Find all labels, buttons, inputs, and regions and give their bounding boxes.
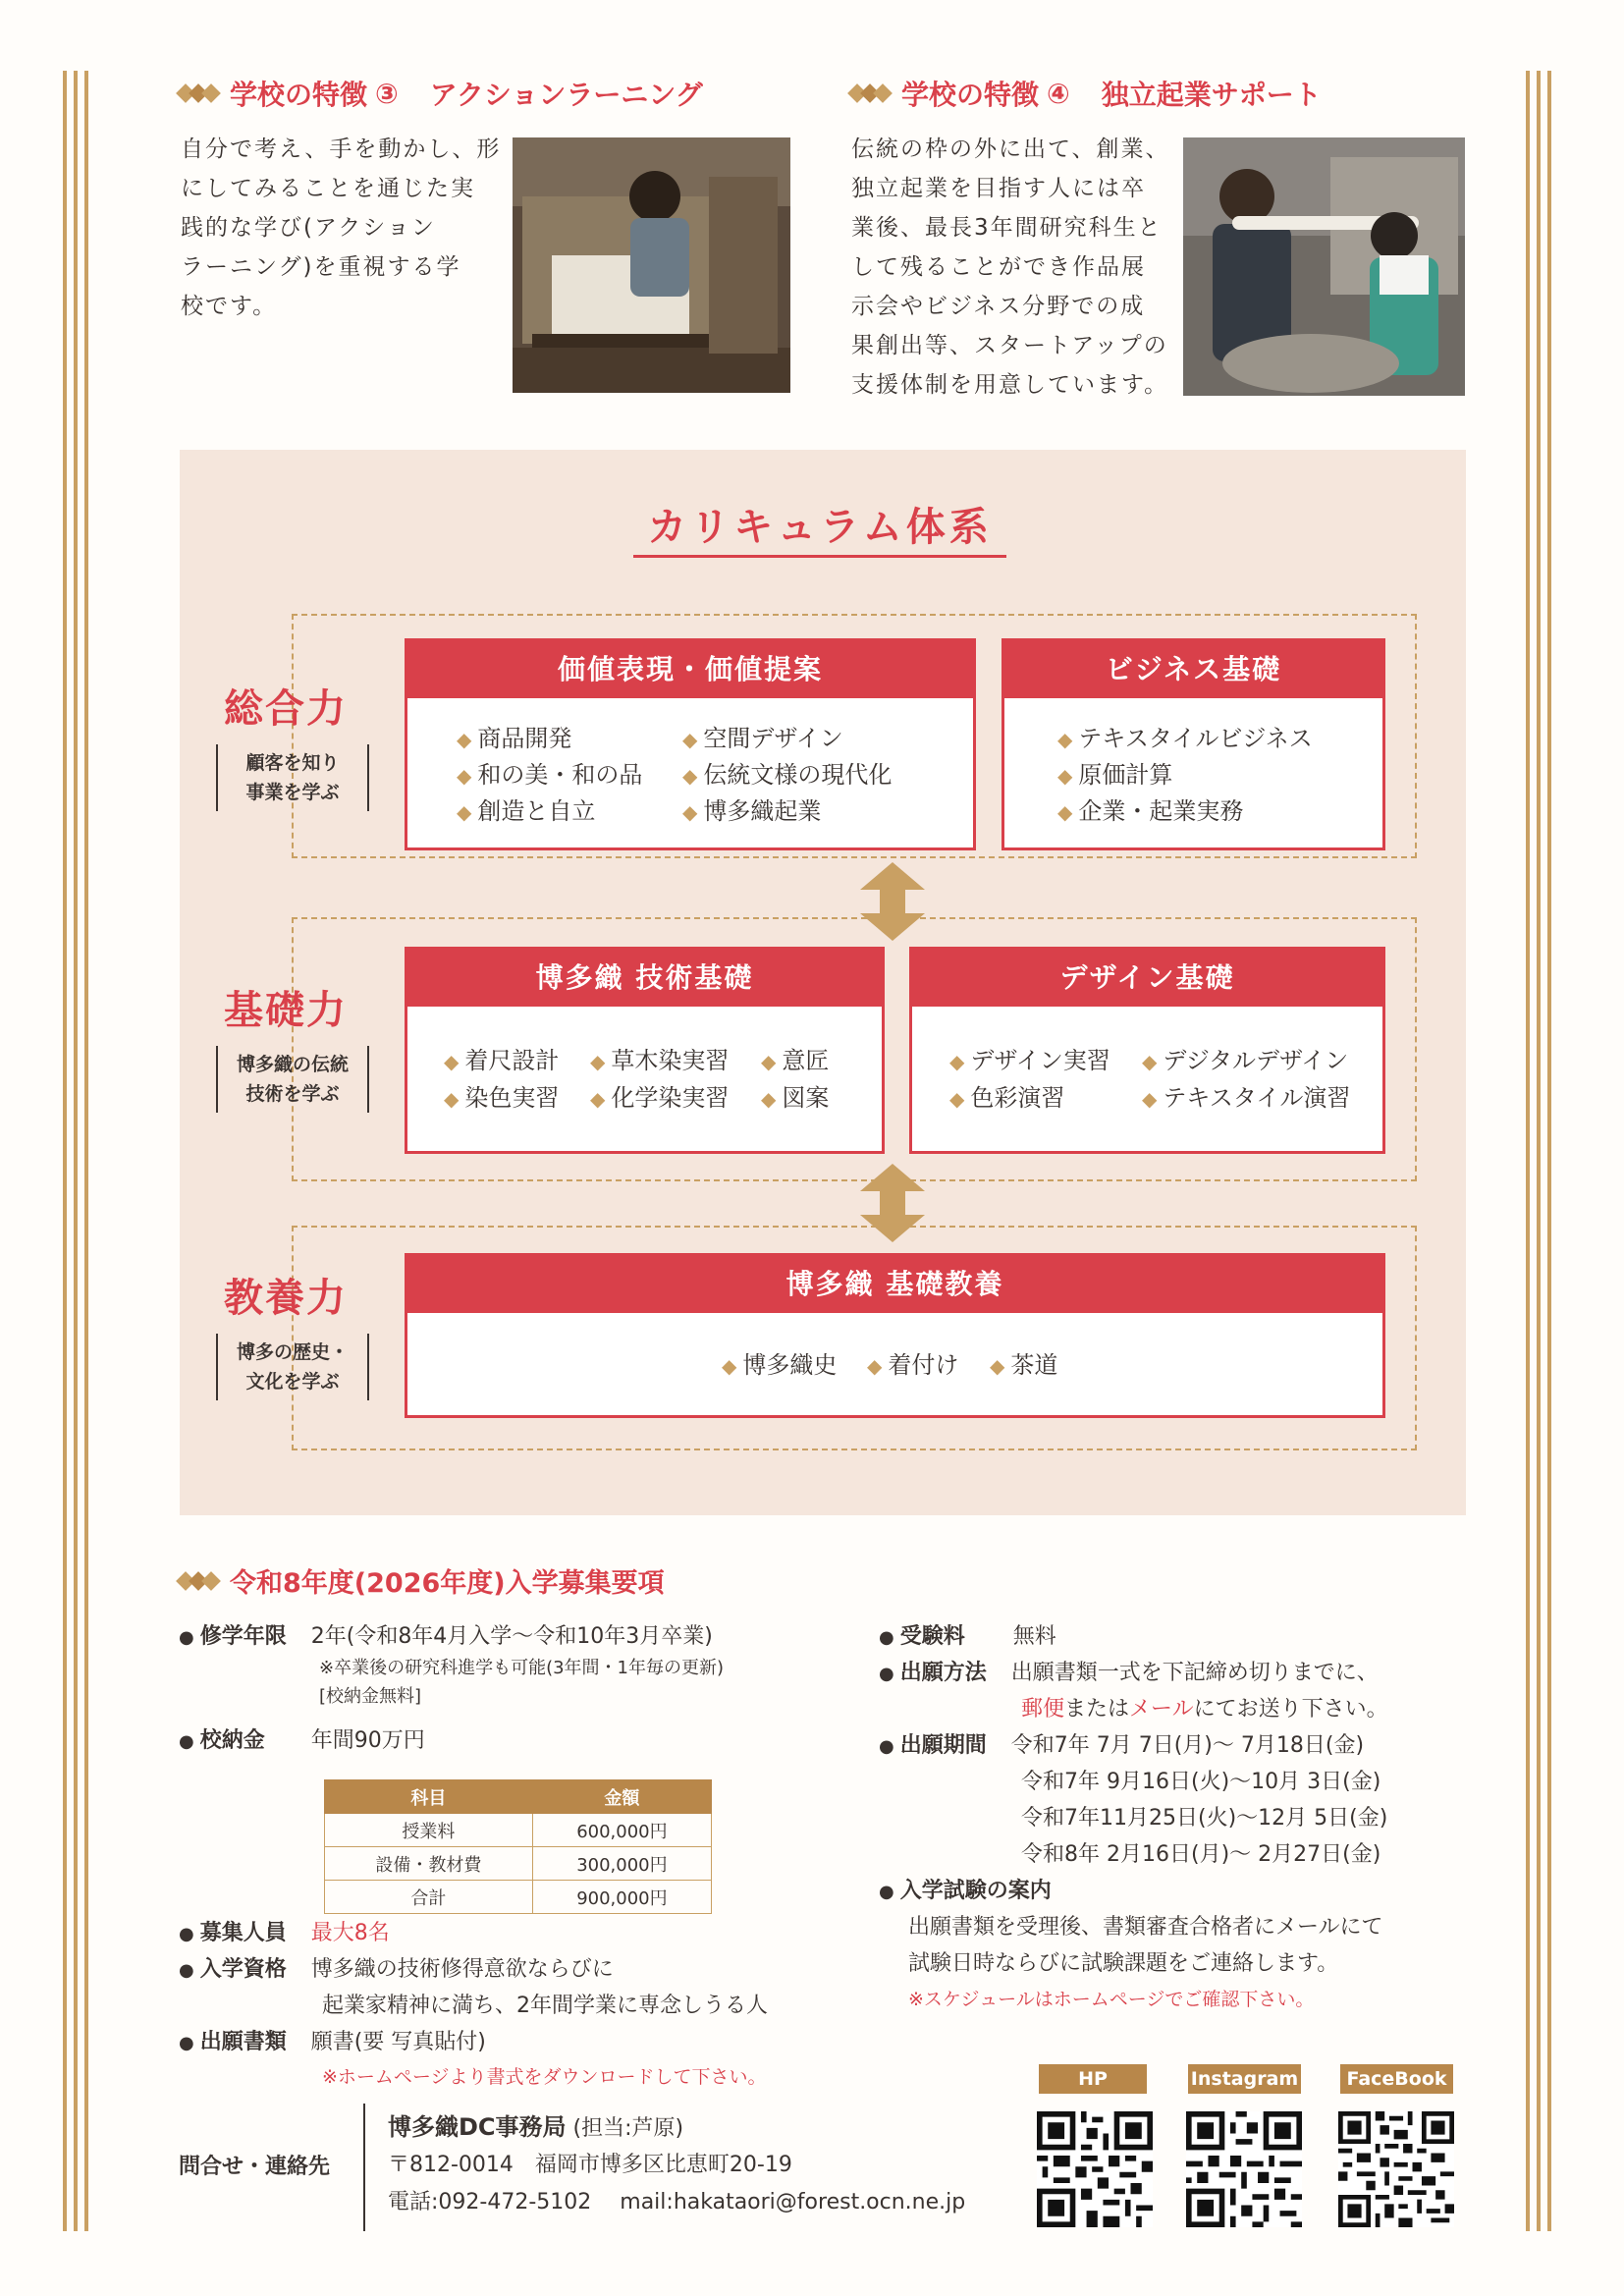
qualification-line1: 博多織の技術修得意欲ならびに xyxy=(310,1957,614,1982)
feature4-number: ④ xyxy=(1047,77,1070,110)
curriculum-item: ◆ 創造と自立 xyxy=(457,792,595,826)
period-label: ● 修学年限 xyxy=(179,1624,287,1649)
feature4-text xyxy=(851,130,1170,405)
contact-person: (担当:芦原) xyxy=(572,2116,684,2141)
fee-table xyxy=(324,1779,712,1914)
diamond-ornament-icon xyxy=(179,81,218,106)
curriculum-item: ◆ テキスタイルビジネス xyxy=(1057,719,1313,753)
fee-table-cell: 900,000円 xyxy=(532,1881,711,1914)
curriculum-item: ◆ 博多織起業 xyxy=(682,792,821,826)
period-row xyxy=(179,1618,713,1656)
level-sub-line: 顧客を知り xyxy=(245,752,340,774)
fee-label: ● 校納金 xyxy=(179,1728,265,1753)
curriculum-item: ◆ 化学染実習 xyxy=(590,1078,729,1113)
curriculum-title: カリキュラム体系 xyxy=(647,505,993,550)
date-range: 令和7年11月25日(火)～12月 5日(金) xyxy=(1021,1806,1388,1831)
feature3-number: ③ xyxy=(375,77,399,110)
instagram-qr-code-icon[interactable] xyxy=(1186,2111,1302,2227)
qualification-label: ● 入学資格 xyxy=(179,1957,287,1982)
feature3-subtitle: アクションラーニング xyxy=(429,79,703,111)
feature3-line: にしてみることを通じた実 xyxy=(181,176,475,201)
method-post: 郵便 xyxy=(1021,1697,1065,1722)
fee-table-cell: 設備・教材費 xyxy=(325,1847,533,1881)
box-title: ビジネス基礎 xyxy=(1004,641,1382,698)
diamond-ornament-icon xyxy=(850,81,890,106)
right-stripe-3 xyxy=(1547,71,1551,2231)
diamond-ornament-icon xyxy=(179,1568,218,1594)
right-stripe-1 xyxy=(1526,71,1530,2231)
fee-table-cell: 300,000円 xyxy=(532,1847,711,1881)
feature4-line: して残ることができ作品展 xyxy=(851,254,1146,280)
dates-label: ● 出願期間 xyxy=(879,1733,987,1758)
method-line2 xyxy=(1021,1691,1388,1727)
level-label-sogo: 総合力 xyxy=(224,686,348,732)
feature3-title: 学校の特徴 xyxy=(230,79,368,111)
method-label: ● 出願方法 xyxy=(879,1661,987,1685)
curriculum-item: ◆ 着付け xyxy=(867,1345,958,1380)
box-culture-basics xyxy=(405,1253,1385,1418)
fee-value: 年間90万円 xyxy=(310,1728,425,1753)
fee-table-header: 金額 xyxy=(532,1780,711,1814)
qualification-line2: 起業家精神に満ち、2年間学業に専念しうる人 xyxy=(322,1994,768,2018)
level-sub-kiso xyxy=(216,1046,369,1113)
level-label-kyoyo: 教養力 xyxy=(224,1276,348,1321)
curriculum-item: ◆ 伝統文様の現代化 xyxy=(682,755,892,790)
hp-qr-code-icon[interactable] xyxy=(1037,2111,1153,2227)
level-sub-kyoyo xyxy=(216,1334,369,1400)
curriculum-item: ◆ 草木染実習 xyxy=(590,1041,729,1075)
feature4-line: 業後、最長3年間研究科生と xyxy=(851,215,1163,241)
feature3-heading xyxy=(179,74,703,113)
dyeing-workshop-photo xyxy=(1183,137,1465,396)
curriculum-item: ◆ 和の美・和の品 xyxy=(457,755,642,790)
curriculum-item: ◆ 図案 xyxy=(761,1078,829,1113)
double-arrow-icon xyxy=(860,1164,925,1242)
level-sub-line: 事業を学ぶ xyxy=(245,782,340,803)
curriculum-item: ◆ 色彩演習 xyxy=(949,1078,1064,1113)
curriculum-item: ◆ デジタルデザイン xyxy=(1142,1041,1348,1075)
level-sub-line: 文化を学ぶ xyxy=(245,1371,340,1393)
capacity-value: 最大8名 xyxy=(310,1921,390,1945)
feature3-line: ラーニング)を重視する学 xyxy=(181,254,461,280)
double-arrow-icon xyxy=(860,862,925,941)
feature4-line: 果創出等、スタートアップの xyxy=(851,333,1168,358)
box-title: 価値表現・価値提案 xyxy=(407,641,973,698)
curriculum-item: ◆ 染色実習 xyxy=(444,1078,559,1113)
documents-row xyxy=(179,2024,486,2061)
left-stripe-3 xyxy=(84,71,88,2231)
qr-label-hp: HP xyxy=(1039,2064,1147,2094)
box-title: 博多織 基礎教養 xyxy=(407,1256,1382,1313)
feature3-line: 践的な学び(アクション xyxy=(181,215,436,241)
curriculum-title-underline xyxy=(633,555,1006,558)
curriculum-item: ◆ 企業・起業実務 xyxy=(1057,792,1243,826)
box-title: 博多織 技術基礎 xyxy=(407,950,882,1007)
contact-phone-mail xyxy=(388,2184,965,2220)
dates-row xyxy=(879,1727,1364,1765)
level-label-kiso: 基礎力 xyxy=(224,988,348,1033)
period-note: ※卒業後の研究科進学も可能(3年間・1年毎の更新) xyxy=(319,1658,725,1678)
method-line1: 出願書類一式を下記締め切りまでに、 xyxy=(1010,1661,1379,1685)
curriculum-item: ◆ 博多織史 xyxy=(722,1345,837,1380)
qr-label-facebook: FaceBook xyxy=(1340,2064,1453,2094)
fee-row xyxy=(179,1722,425,1760)
method-mail: メール xyxy=(1129,1697,1194,1722)
feature4-line: 独立起業を目指す人には卒 xyxy=(851,176,1146,201)
capacity-label: ● 募集人員 xyxy=(179,1921,287,1945)
contact-phone: 電話:092-472-5102 xyxy=(388,2190,592,2214)
qr-label-instagram: Instagram xyxy=(1188,2064,1301,2094)
documents-note: ※ホームページより書式をダウンロードして下さい。 xyxy=(322,2066,767,2088)
curriculum-item: ◆ 茶道 xyxy=(990,1345,1057,1380)
facebook-qr-code-icon[interactable] xyxy=(1338,2111,1454,2227)
contact-office-row xyxy=(388,2109,683,2147)
weaving-loom-photo xyxy=(513,137,790,393)
contact-mail: mail:hakataori@forest.ocn.ne.jp xyxy=(620,2190,966,2214)
feature4-line: 支援体制を用意しています。 xyxy=(851,372,1169,398)
admission-heading xyxy=(179,1561,665,1600)
feature4-title: 学校の特徴 xyxy=(901,79,1040,111)
feature4-line: 伝統の枠の外に出て、創業、 xyxy=(851,137,1170,162)
curriculum-item: ◆ 意匠 xyxy=(761,1041,829,1075)
level-sub-line: 博多の歴史・ xyxy=(236,1341,349,1363)
contact-label: 問合せ・連絡先 xyxy=(179,2155,331,2179)
qualification-row xyxy=(179,1951,614,1989)
feature3-text xyxy=(181,130,501,326)
exam-guide-label: ● 入学試験の案内 xyxy=(879,1879,1052,1903)
left-stripe-2 xyxy=(74,71,78,2231)
level-sub-line: 博多織の伝統 xyxy=(236,1054,349,1075)
contact-office: 博多織DC事務局 xyxy=(388,2113,567,2141)
fee-table-cell: 600,000円 xyxy=(532,1814,711,1847)
right-stripe-2 xyxy=(1537,71,1541,2231)
level-sub-line: 技術を学ぶ xyxy=(245,1083,340,1105)
fee-table-header: 科目 xyxy=(325,1780,533,1814)
period-note-fee: [校納金無料] xyxy=(319,1686,422,1707)
feature4-heading xyxy=(850,74,1322,113)
method-row xyxy=(879,1655,1379,1692)
feature4-line: 示会やビジネス分野での成 xyxy=(851,294,1146,319)
method-end: にてお送り下さい。 xyxy=(1193,1697,1388,1722)
contact-address: 〒812-0014 福岡市博多区比恵町20-19 xyxy=(388,2153,792,2177)
documents-value: 願書(要 写真貼付) xyxy=(310,2030,486,2054)
curriculum-item: ◆ 商品開発 xyxy=(457,719,571,753)
fee-table-cell: 合計 xyxy=(325,1881,533,1914)
box-title: デザイン基礎 xyxy=(912,950,1382,1007)
curriculum-item: ◆ 着尺設計 xyxy=(444,1041,559,1075)
curriculum-item: ◆ 原価計算 xyxy=(1057,755,1172,790)
period-value: 2年(令和8年4月入学～令和10年3月卒業) xyxy=(310,1624,713,1649)
feature3-line: 校です。 xyxy=(181,294,278,319)
feature4-subtitle: 独立起業サポート xyxy=(1101,79,1322,111)
level-sub-sogo xyxy=(216,744,369,811)
date-range: 令和8年 2月16日(月)～ 2月27日(金) xyxy=(1021,1842,1381,1867)
exam-guide-line2: 試験日時ならびに試験課題をご連絡します。 xyxy=(908,1951,1339,1976)
curriculum-item: ◆ テキスタイル演習 xyxy=(1142,1078,1350,1113)
documents-label: ● 出願書類 xyxy=(179,2030,287,2054)
curriculum-item: ◆ 空間デザイン xyxy=(682,719,843,753)
exam-fee-row xyxy=(879,1618,1056,1656)
exam-guide-note: ※スケジュールはホームページでご確認下さい。 xyxy=(908,1989,1315,2010)
exam-guide-line1: 出願書類を受理後、書類審査合格者にメールにて xyxy=(908,1915,1383,1940)
left-stripe-1 xyxy=(63,71,67,2231)
date-range: 令和7年 9月16日(火)～10月 3日(金) xyxy=(1021,1770,1381,1794)
admission-heading-text: 令和8年度(2026年度)入学募集要項 xyxy=(230,1568,665,1599)
method-or: または xyxy=(1064,1697,1130,1722)
contact-divider xyxy=(363,2104,365,2231)
curriculum-item: ◆ デザイン実習 xyxy=(949,1041,1110,1075)
date-range: 令和7年 7月 7日(月)～ 7月18日(金) xyxy=(1010,1733,1365,1758)
exam-fee-label: ● 受験料 xyxy=(879,1624,965,1649)
feature3-line: 自分で考え、手を動かし、形 xyxy=(181,137,502,162)
exam-guide-row xyxy=(879,1873,1052,1910)
fee-table-cell: 授業料 xyxy=(325,1814,533,1847)
exam-fee-value: 無料 xyxy=(1012,1624,1056,1649)
capacity-row xyxy=(179,1915,390,1952)
